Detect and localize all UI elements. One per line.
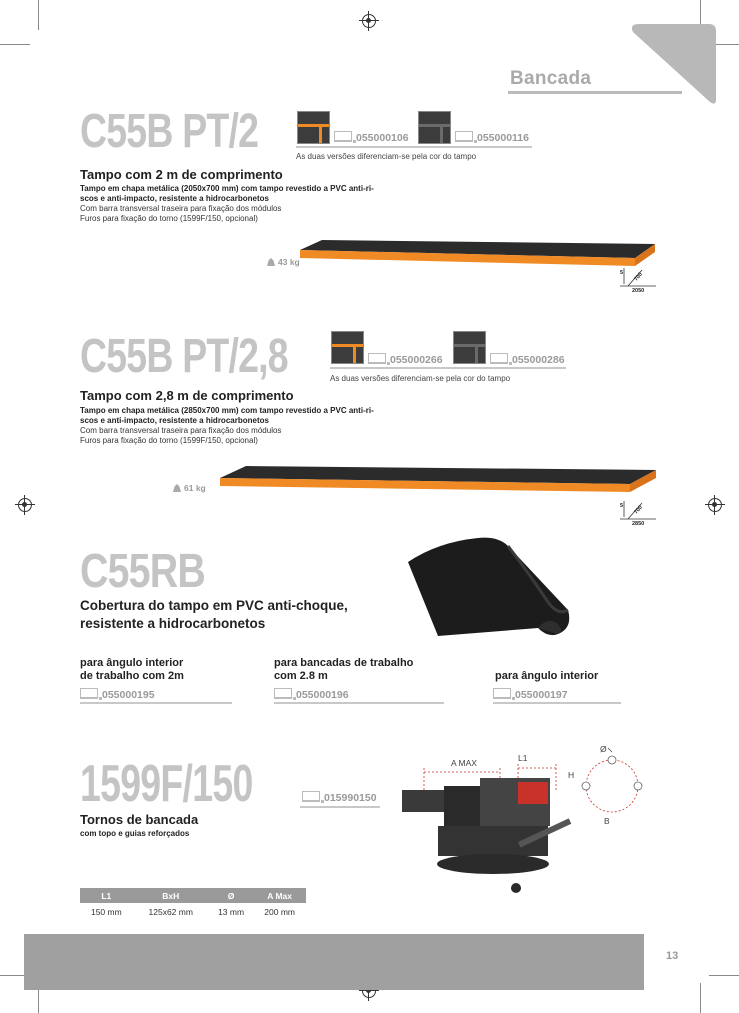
description-line: com topo e guias reforçados bbox=[80, 829, 190, 838]
diagram-label: H bbox=[568, 770, 575, 780]
spec-cell: 125x62 mm bbox=[148, 907, 193, 917]
spec-table bbox=[80, 888, 306, 921]
product-code: 055000106 bbox=[334, 131, 409, 144]
weight-icon bbox=[173, 484, 181, 492]
spec-cell: 13 mm bbox=[218, 907, 245, 917]
spec-cell: 200 mm bbox=[264, 907, 296, 917]
code-icon bbox=[302, 791, 320, 802]
product-code: 055000286 bbox=[490, 353, 565, 366]
code-icon bbox=[455, 131, 473, 142]
product-code: 015990150 bbox=[302, 791, 377, 804]
code-rule bbox=[274, 702, 444, 704]
description-line: Tampo em chapa metálica (2850x700 mm) com tampo revestido a PVC anti-ri- bbox=[80, 406, 374, 415]
bench-vise-image bbox=[398, 752, 578, 900]
weight-icon bbox=[267, 258, 275, 266]
product-subtitle: Cobertura do tampo em PVC anti-choque, bbox=[80, 598, 348, 613]
color-variant-thumbnail bbox=[331, 331, 364, 364]
section-rule bbox=[508, 91, 682, 94]
product-subtitle: Tampo com 2,8 m de comprimento bbox=[80, 388, 294, 403]
cover-variant-label: para ângulo interior bbox=[495, 670, 599, 682]
code-rule bbox=[493, 702, 621, 704]
description-line: Com barra transversal traseira para fixação dos módulos bbox=[80, 204, 282, 213]
spec-cell: 150 mm bbox=[90, 907, 122, 917]
crop-mark bbox=[700, 983, 701, 1013]
code-rule bbox=[330, 367, 566, 369]
code-icon bbox=[490, 353, 508, 364]
product-subtitle: Tampo com 2 m de comprimento bbox=[80, 167, 283, 182]
crop-mark bbox=[709, 975, 739, 976]
spec-header-cell: Ø bbox=[209, 888, 254, 903]
spec-header-cell: A Max bbox=[253, 888, 306, 903]
cover-variant-label: de trabalho com 2m bbox=[80, 670, 184, 682]
description-line: Tampo em chapa metálica (2050x700 mm) com tampo revestido a PVC anti-ri- bbox=[80, 184, 374, 193]
crop-mark bbox=[38, 0, 39, 30]
cover-variant-label: com 2.8 m bbox=[274, 670, 328, 682]
spec-table-header bbox=[80, 888, 306, 903]
registration-mark-icon bbox=[362, 14, 376, 28]
code-icon bbox=[368, 353, 386, 364]
description-line: scos e anti-impacto, resistente a hidrocarbonetos bbox=[80, 194, 269, 203]
product-code: 055000116 bbox=[455, 131, 529, 144]
description-line: Furos para fixação do torno (1599F/150, opcional) bbox=[80, 214, 258, 223]
product-subtitle: resistente a hidrocarbonetos bbox=[80, 616, 266, 631]
color-variant-thumbnail bbox=[297, 111, 330, 144]
variant-note: As duas versões diferenciam-se pela cor do tampo bbox=[296, 152, 477, 161]
cover-variant-label: para ângulo interior bbox=[80, 657, 184, 669]
diagram-label: A MAX bbox=[451, 758, 477, 768]
code-rule bbox=[300, 806, 380, 808]
rubber-mat-image bbox=[398, 532, 578, 642]
product-model: 1599F/150 bbox=[80, 755, 253, 813]
section-title: Bancada bbox=[510, 68, 592, 89]
dimension-diagram bbox=[620, 262, 656, 292]
diagram-label: B bbox=[604, 816, 610, 826]
table-row bbox=[80, 903, 306, 921]
spec-header-cell: L1 bbox=[80, 888, 133, 903]
diagram-label: L1 bbox=[518, 753, 528, 763]
color-variant-thumbnail bbox=[453, 331, 486, 364]
footer-bar bbox=[24, 934, 644, 990]
code-icon bbox=[493, 688, 511, 699]
registration-mark-icon bbox=[708, 498, 722, 512]
base-hole-diagram bbox=[578, 748, 648, 828]
dimension-depth: 700 bbox=[633, 504, 644, 516]
code-icon bbox=[334, 131, 352, 142]
crop-mark bbox=[0, 44, 30, 45]
color-variant-thumbnail bbox=[418, 111, 451, 144]
weight-label: 61 kg bbox=[173, 483, 206, 493]
code-rule bbox=[296, 146, 532, 148]
worktop-image bbox=[300, 240, 660, 272]
weight-label: 43 kg bbox=[267, 257, 300, 267]
dimension-width: 2850 bbox=[632, 521, 645, 527]
product-model: C55RB bbox=[80, 545, 205, 598]
dimension-width: 2050 bbox=[632, 288, 645, 294]
page-number: 13 bbox=[666, 950, 679, 962]
code-rule bbox=[80, 702, 232, 704]
cover-variant-label: para bancadas de trabalho bbox=[274, 657, 414, 669]
variant-note: As duas versões diferenciam-se pela cor do tampo bbox=[330, 374, 511, 383]
dimension-height: 5 bbox=[620, 270, 624, 276]
worktop-image bbox=[220, 464, 660, 498]
registration-mark-icon bbox=[18, 498, 32, 512]
product-code: 055000196 bbox=[274, 688, 349, 701]
product-subtitle: Tornos de bancada bbox=[80, 812, 199, 827]
dimension-height: 5 bbox=[620, 503, 624, 509]
description-line: Com barra transversal traseira para fixação dos módulos bbox=[80, 426, 282, 435]
dimension-depth: 700 bbox=[633, 271, 644, 283]
dimension-diagram bbox=[620, 495, 656, 525]
description-line: scos e anti-impacto, resistente a hidrocarbonetos bbox=[80, 416, 269, 425]
diagram-label: Ø bbox=[600, 744, 607, 754]
spec-header-cell: BxH bbox=[133, 888, 209, 903]
product-model: C55B PT/2 bbox=[80, 105, 259, 158]
code-icon bbox=[80, 688, 98, 699]
product-code: 055000197 bbox=[493, 688, 568, 701]
product-code: 055000266 bbox=[368, 353, 443, 366]
product-model: C55B PT/2,8 bbox=[80, 330, 288, 383]
product-code: 055000195 bbox=[80, 688, 155, 701]
description-line: Furos para fixação do torno (1599F/150, opcional) bbox=[80, 436, 258, 445]
code-icon bbox=[274, 688, 292, 699]
